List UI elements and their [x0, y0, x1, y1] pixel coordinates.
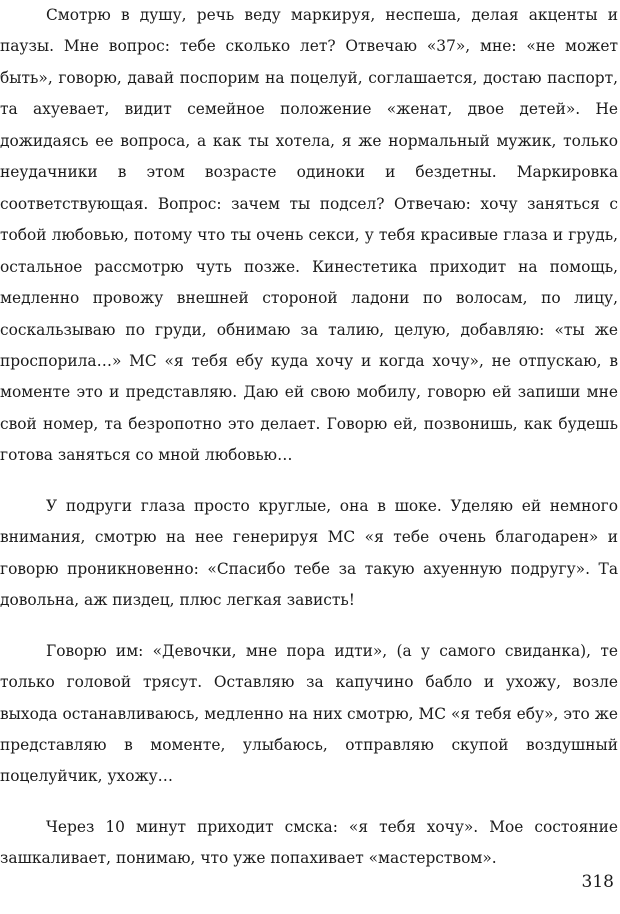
- paragraph-4: Через 10 минут приходит смска: «я тебя хочу». Мое состояние зашкаливает, понимаю, что уже попахивает «мастерством».: [0, 817, 618, 868]
- page-number: 318: [581, 872, 614, 892]
- paragraph-2: У подруги глаза просто круглые, она в шоке. Уделяю ей немного внимания, смотрю на нее генерируя МС «я тебе очень благодарен» и говорю проникновенно: «Спасибо тебе за такую ахуенную подругу». Та довольна, аж пиздец, плюс легкая зависть!: [0, 496, 618, 610]
- paragraph-1: Смотрю в душу, речь веду маркируя, неспеша, делая акценты и паузы. Мне вопрос: тебе сколько лет? Отвечаю «37», мне: «не может быть», говорю, давай поспорим на поцелуй, соглашается, достаю паспорт, та ахуевает, видит семейное положение «женат, двое детей». Не дожидаясь ее вопроса, а как ты хотела, я же нормальный мужик, только неудачники в этом возрасте одиноки и бездетны. Маркировка соответствующая. Вопрос: зачем ты подсел? Отвечаю: хочу заняться с тобой любовью, потому что ты очень секси, у тебя красивые глаза и грудь, остальное рассмотрю чуть позже. Кинестетика приходит на помощь, медленно провожу внешней стороной ладони по волосам, по лицу, соскальзываю по груди, обнимаю за талию, целую, добавляю: «ты же проспорила…» МС «я тебя ебу куда хочу и когда хочу», не отпускаю, в моменте это и представляю. Даю ей свою мобилу, говорю ей запиши мне свой номер, та безропотно это делает. Говорю ей, позвонишь, как будешь готова заняться со мной любовью…: [0, 6, 618, 465]
- paragraph-3: Говорю им: «Девочки, мне пора идти», (а у самого свиданка), те только головой трясут. Оставляю за капучино бабло и ухожу, возле выхода останавливаюсь, медленно на них смотрю, МС «я тебя ебу», это же представляю в моменте, улыбаюсь, отправляю скупой воздушный поцелуйчик, ухожу…: [0, 641, 618, 786]
